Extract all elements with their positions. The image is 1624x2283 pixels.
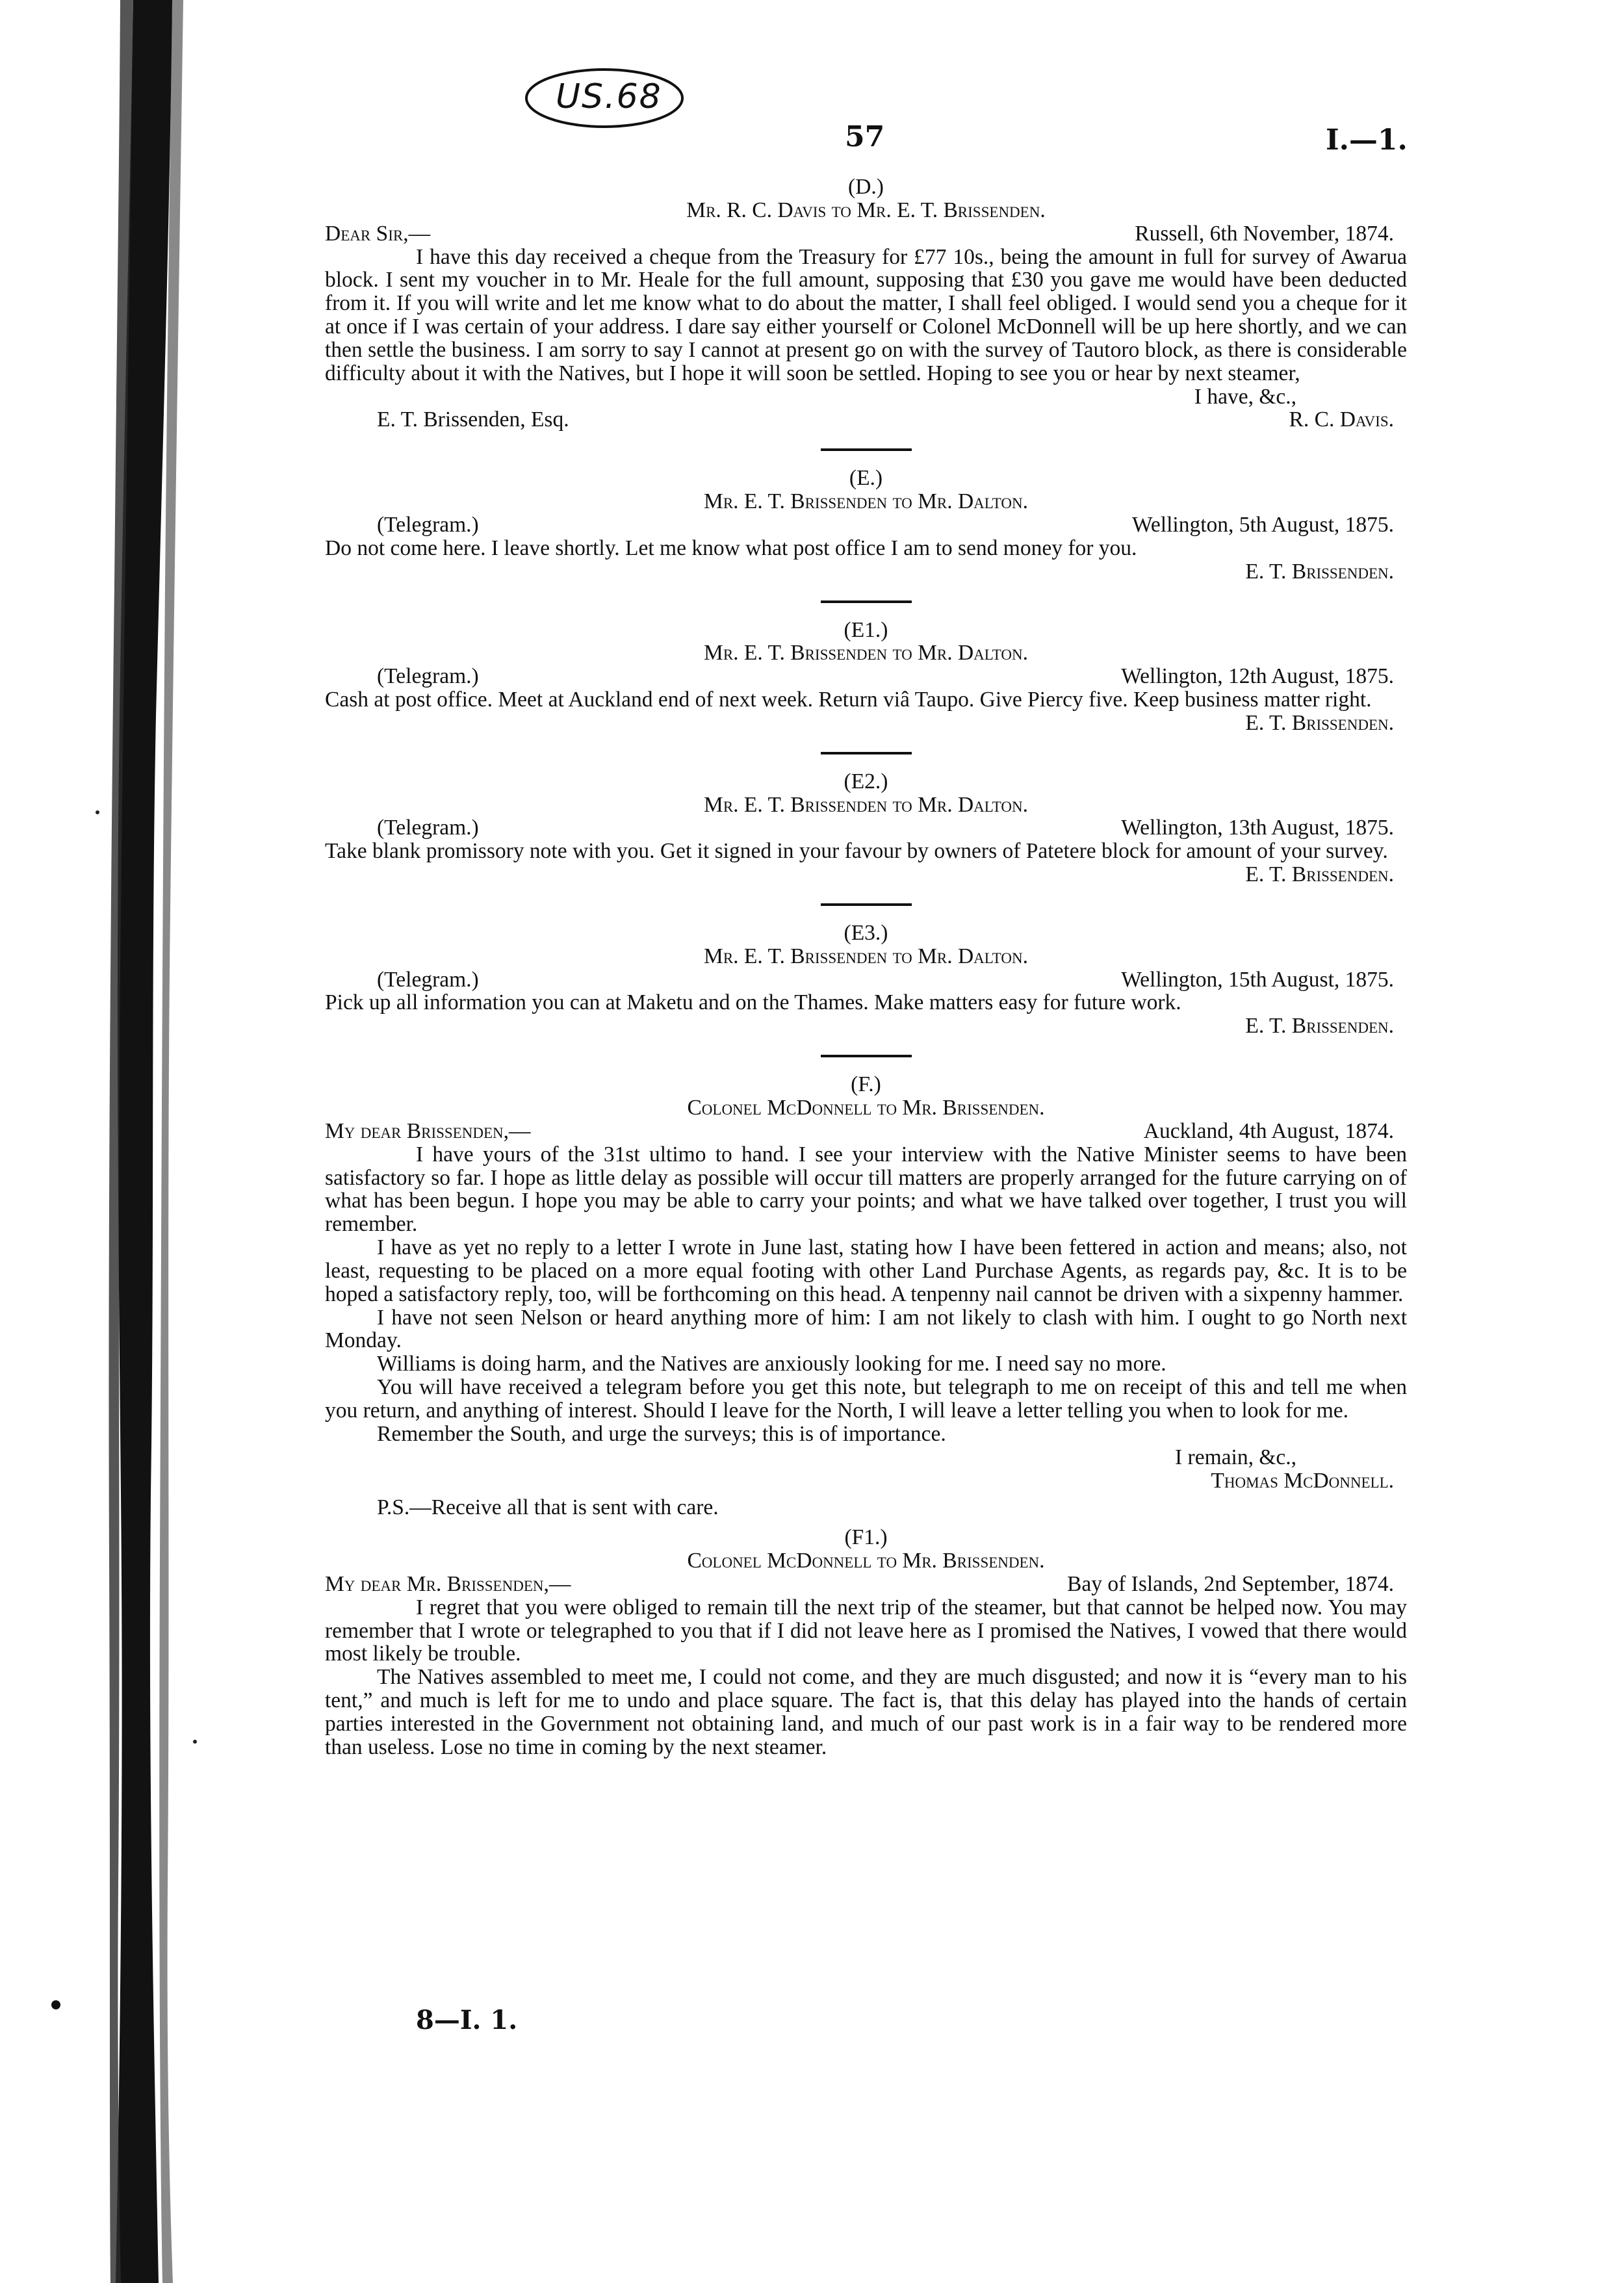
letter-section-e1 bbox=[325, 619, 1407, 735]
signature: E. T. Brissenden. bbox=[1245, 559, 1394, 584]
body-paragraph: I have not seen Nelson or heard anything more of him: I am not likely to clash with him. I ought to go North next Monday. bbox=[325, 1305, 1407, 1353]
body-paragraph: Pick up all information you can at Maketu and on the Thames. Make matters easy for future work. bbox=[325, 990, 1181, 1015]
letter-date: Auckland, 4th August, 1874. bbox=[1143, 1118, 1394, 1143]
section-label: (E3.) bbox=[844, 920, 888, 945]
body-paragraph: Remember the South, and urge the surveys; this is of importance. bbox=[377, 1421, 946, 1446]
body-paragraph: I have this day received a cheque from the Treasury for £77 10s., being the amount in full for survey of Awarua block. I sent my voucher in to Mr. Heale for the full amount, supposing that £30 you gave me would have been deducted from it. If you will write and let me know what to do about the matter, I shall feel obliged. I would send you a cheque for it at once if I was certain of your address. I dare say either yourself or Colonel McDonnell will be up here shortly, and we can then settle the business. I am sorry to say I cannot at present go on with the survey of Tautoro block, as there is considerable difficulty about it with the Natives, but I hope it will soon be settled. Hoping to see you or hear by next steamer, bbox=[325, 244, 1407, 385]
salutation: Dear Sir,— bbox=[325, 221, 431, 246]
section-title: Colonel McDonnell to Mr. Brissenden. bbox=[687, 1549, 1045, 1573]
section-title: Mr. E. T. Brissenden to Mr. Dalton. bbox=[704, 489, 1028, 514]
section-label: (F.) bbox=[851, 1072, 881, 1097]
signature-reference: 8—I. 1. bbox=[416, 2005, 518, 2035]
letter-section-f bbox=[325, 1073, 1407, 1519]
body-paragraph: The Natives assembled to meet me, I could not come, and they are much disgusted; and now it is “every man to his tent,” and much is left for me to undo and place square. The fact is, that this delay has played into the hands of certain parties interested in the Government not obtaining land, and much of our past work is in a fair way to be rendered more than useless. Lose no time in coming by the next steamer. bbox=[325, 1665, 1407, 1759]
letter-meta bbox=[325, 513, 1407, 537]
letter-date: Bay of Islands, 2nd September, 1874. bbox=[1067, 1571, 1394, 1596]
section-title: Mr. E. T. Brissenden to Mr. Dalton. bbox=[704, 792, 1028, 817]
section-label: (D.) bbox=[848, 175, 884, 199]
signature: E. T. Brissenden. bbox=[1245, 1014, 1394, 1038]
letter-meta bbox=[325, 816, 1407, 840]
section-title: Colonel McDonnell to Mr. Brissenden. bbox=[687, 1096, 1045, 1120]
section-divider bbox=[821, 903, 912, 906]
letter-section-d bbox=[325, 175, 1407, 432]
section-label: (F1.) bbox=[844, 1525, 888, 1550]
body-paragraph: Take blank promissory note with you. Get it signed in your favour by owners of Patetere block for amount of your survey. bbox=[325, 839, 1388, 864]
section-divider bbox=[821, 1055, 912, 1057]
telegram-label: (Telegram.) bbox=[377, 816, 479, 840]
body-paragraph: I have as yet no reply to a letter I wrote in June last, stating how I have been fettered in action and means; also, not least, requesting to be placed on a more equal footing with other Land Purchase Agents, as regards pay, &c. It is to be hoped a satisfactory reply, too, will be forthcoming on this head. A tenpenny nail cannot be driven with a sixpenny hammer. bbox=[325, 1235, 1407, 1306]
closing: I remain, &c., bbox=[1175, 1445, 1296, 1469]
signature: Thomas McDonnell. bbox=[1211, 1468, 1394, 1493]
addressee: E. T. Brissenden, Esq. bbox=[377, 407, 569, 432]
section-title: Mr. E. T. Brissenden to Mr. Dalton. bbox=[704, 641, 1028, 665]
letter-meta bbox=[325, 968, 1407, 992]
page-number: 57 bbox=[845, 120, 885, 153]
handwritten-stamp bbox=[520, 62, 689, 133]
document-reference: I.—1. bbox=[1326, 123, 1408, 157]
body-paragraph: You will have received a telegram before you get this note, but telegraph to me on receipt of this and tell me when you return, and anything of interest. Should I leave for the North, I will leave a letter telling you when to look for me. bbox=[325, 1375, 1407, 1423]
letter-section-e bbox=[325, 467, 1407, 583]
postscript: P.S.—Receive all that is sent with care. bbox=[377, 1495, 719, 1520]
letter-date: Wellington, 13th August, 1875. bbox=[1121, 816, 1394, 840]
letter-meta bbox=[325, 1120, 1407, 1143]
letter-date: Russell, 6th November, 1874. bbox=[1135, 221, 1394, 246]
telegram-label: (Telegram.) bbox=[377, 967, 479, 992]
section-label: (E1.) bbox=[844, 617, 888, 642]
body-paragraph: I have yours of the 31st ultimo to hand. I see your interview with the Native Minister seems to have been satisfactory so far. I hope as little delay as possible will occur till matters are properly arranged for the future carrying on of what has been begun. I hope you may be able to carry your points; and what we have talked over together, I trust you will remember. bbox=[325, 1142, 1407, 1237]
telegram-label: (Telegram.) bbox=[377, 512, 479, 537]
letter-date: Wellington, 15th August, 1875. bbox=[1121, 967, 1394, 992]
signature: E. T. Brissenden. bbox=[1245, 710, 1394, 735]
stamp-text: US.68 bbox=[556, 77, 662, 116]
scan-binding-edge bbox=[0, 0, 208, 2283]
body-paragraph: Williams is doing harm, and the Natives are anxiously looking for me. I need say no more. bbox=[377, 1352, 1166, 1376]
document-body bbox=[325, 175, 1407, 1759]
signature: R. C. Davis. bbox=[1289, 407, 1394, 432]
signature-row bbox=[325, 408, 1407, 432]
letter-date: Wellington, 5th August, 1875. bbox=[1131, 512, 1394, 537]
letter-meta bbox=[325, 1573, 1407, 1596]
section-divider bbox=[821, 448, 912, 451]
salutation: My dear Brissenden,— bbox=[325, 1118, 531, 1143]
body-paragraph: I regret that you were obliged to remain till the next trip of the steamer, but that cannot be helped now. You may remember that I wrote or telegraphed to you that if I did not leave here as I promised the Natives, I vowed that there would most likely be trouble. bbox=[325, 1595, 1407, 1666]
body-paragraph: Cash at post office. Meet at Auckland end of next week. Return viâ Taupo. Give Piercy five. Keep business matter right. bbox=[325, 688, 1372, 712]
letter-section-e3 bbox=[325, 922, 1407, 1038]
letter-meta bbox=[325, 222, 1407, 246]
section-title: Mr. R. C. Davis to Mr. E. T. Brissenden. bbox=[686, 198, 1046, 222]
section-divider bbox=[821, 600, 912, 603]
letter-meta bbox=[325, 665, 1407, 688]
section-divider bbox=[821, 752, 912, 755]
telegram-label: (Telegram.) bbox=[377, 664, 479, 689]
closing: I have, &c., bbox=[1194, 384, 1296, 409]
section-label: (E.) bbox=[849, 466, 883, 491]
letter-section-f1 bbox=[325, 1526, 1407, 1759]
letter-date: Wellington, 12th August, 1875. bbox=[1121, 664, 1394, 689]
section-title: Mr. E. T. Brissenden to Mr. Dalton. bbox=[704, 944, 1028, 968]
section-label: (E2.) bbox=[844, 769, 888, 793]
body-paragraph: Do not come here. I leave shortly. Let me know what post office I am to send money for you. bbox=[325, 535, 1137, 560]
salutation: My dear Mr. Brissenden,— bbox=[325, 1571, 571, 1596]
signature: E. T. Brissenden. bbox=[1245, 862, 1394, 887]
letter-section-e2 bbox=[325, 770, 1407, 886]
